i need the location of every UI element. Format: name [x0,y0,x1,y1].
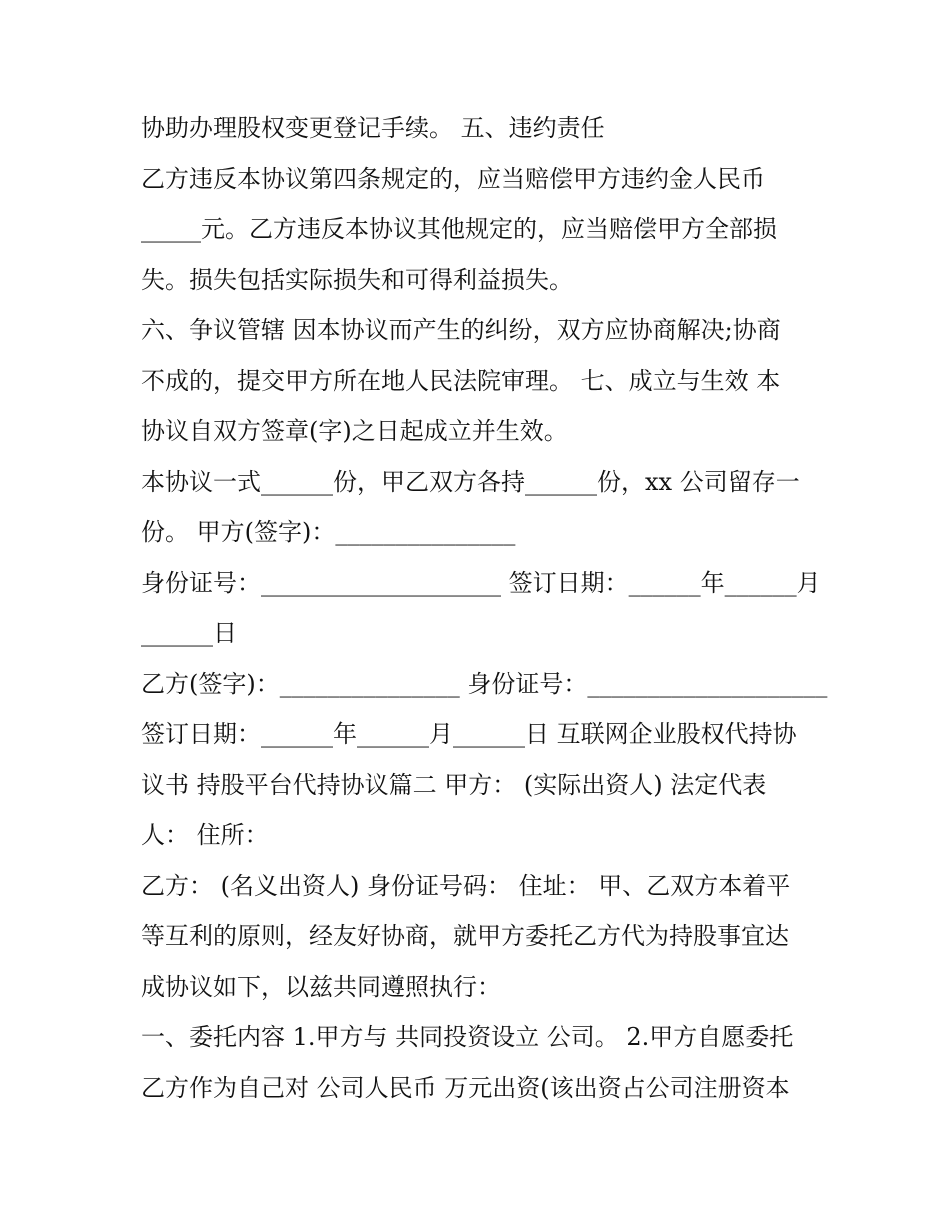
text-line: 一、委托内容 1.甲方与 共同投资设立 公司。 2.甲方自愿委托 [141,1023,794,1051]
text-line: ______日 [141,619,237,647]
text-line: 等互利的原则，经友好协商，就甲方委托乙方代为持股事宜达 [141,922,789,950]
text-line: 失。损失包括实际损失和可得利益损失。 [141,265,573,294]
text-line: 乙方违反本协议第四条规定的，应当赔偿甲方违约金人民币 [141,164,765,193]
text-line: 本协议一式______份，甲乙双方各持______份，xx 公司留存一 [141,467,800,496]
text-line: 乙方作为自己对 公司人民币 万元出资(该出资占公司注册资本 [141,1073,790,1102]
text-line: 成协议如下，以兹共同遵照执行： [141,972,501,1001]
text-line: _____元。乙方违反本协议其他规定的，应当赔偿甲方全部损 [141,215,777,243]
text-line: 六、争议管辖 因本协议而产生的纠纷，双方应协商解决;协商 [141,316,781,344]
text-line: 人： 住所： [141,821,269,849]
text-line: 协助办理股权变更登记手续。 五、违约责任 [141,114,605,142]
text-line: 份。 甲方(签字)：_______________ [141,518,516,546]
text-line: 乙方(签字)：_______________ 身份证号：____________________ [141,669,828,698]
text-line: 协议自双方签章(字)之日起成立并生效。 [141,417,568,445]
text-line: 议书 持股平台代持协议篇二 甲方： (实际出资人) 法定代表 [141,770,767,799]
document-body [141,103,828,1113]
text-line: 不成的，提交甲方所在地人民法院审理。 七、成立与生效 本 [141,366,781,395]
text-line: 乙方： (名义出资人) 身份证号码： 住址： 甲、乙双方本着平 [141,871,791,900]
text-line: 身份证号：____________________ 签订日期：______年______月 [141,568,821,597]
text-line: 签订日期：______年______月______日 互联网企业股权代持协 [141,720,797,748]
